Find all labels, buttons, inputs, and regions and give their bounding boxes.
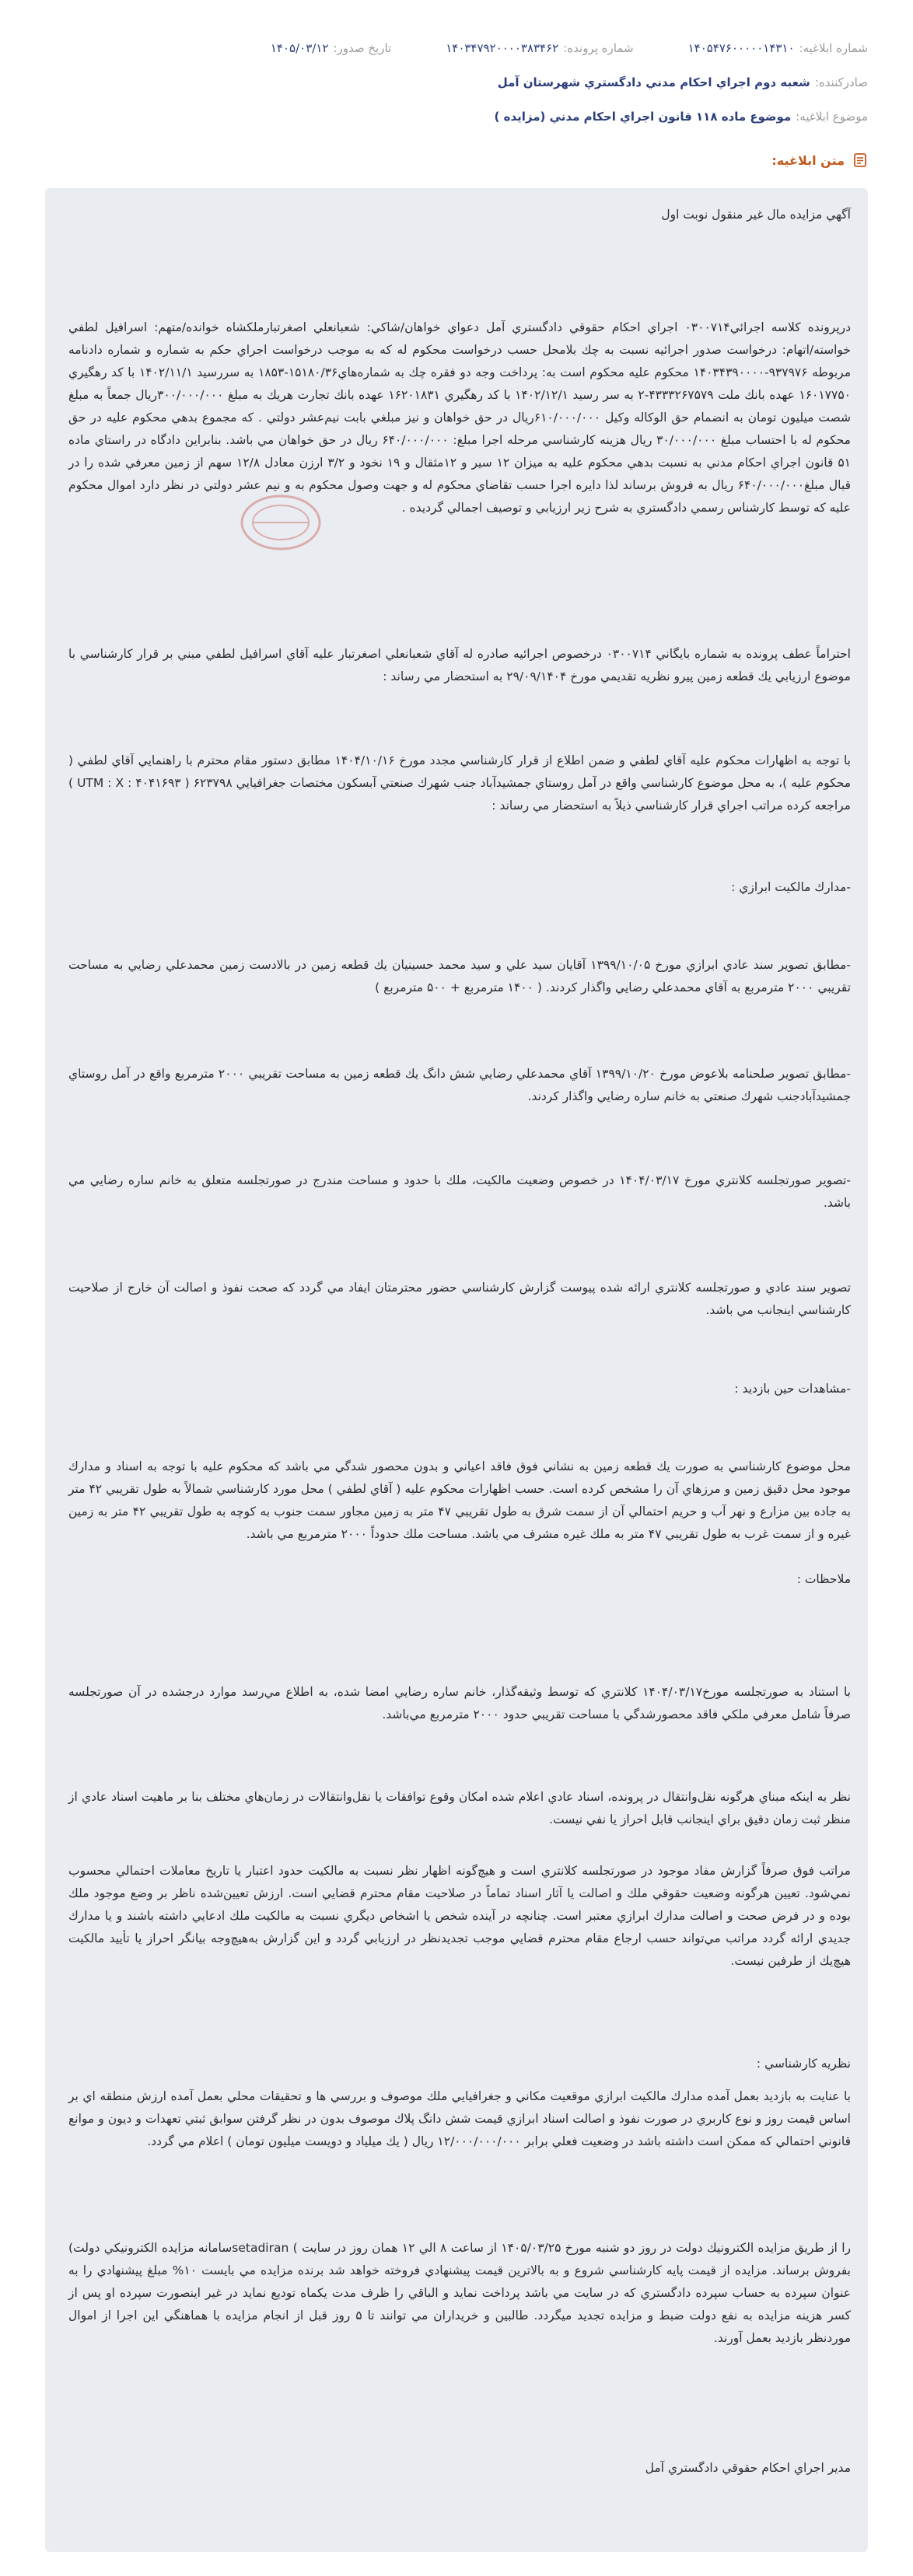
notice-number-field bbox=[688, 41, 868, 55]
issuer-label: صادرکننده: bbox=[814, 75, 868, 89]
notice-heading-label: متن ابلاغيه: bbox=[771, 152, 845, 168]
notice-paragraph: با توجه به اظهارات محكوم عليه آقاي لطفي و ضمن اطلاع از قرار كارشناسي مجدد مورخ ۱۴۰۴/۱۰/۱۶ مطابق دستور مقام محترم با راهنمايي آقاي لطفي ( محكوم عليه )، به محل موضوع كارشناسي واقع در آمل روستاي جمشيدآباد جنب شهرك صنعتي آبسكون مختصات جغرافيايي ۶۲۳۷۹۸ ( UTM : X : ۴۰۴۱۶۹۳ ) مراجعه كرده مراتب اجراي قرار كارشناسي ذيلاً به استحضار مي رساند : bbox=[68, 753, 851, 813]
case-number: ۱۴۰۳۴۷۹۲۰۰۰۰۳۸۳۴۶۲ bbox=[446, 41, 559, 55]
issue-date-label: تاريخ صدور: bbox=[333, 41, 392, 55]
case-number-label: شماره پرونده: bbox=[563, 41, 634, 55]
notice-signature: مدير اجراي احکام حقوقي دادگستري آمل bbox=[645, 2461, 851, 2475]
notice-title: آگهي مزايده مال غير منقول نوبت اول bbox=[661, 208, 851, 222]
notice-paragraph: -مطابق تصوير صلحنامه بلاعوض مورخ ۱۳۹۹/۱۰/۲۰ آقاي محمدعلي رضايي شش دانگ يك قطعه زمين به مساحت تقريبي ۲۰۰۰ مترمربع واقع در آمل روستاي جمشيدآبادجنب شهرك صنعتي به خانم ساره رضايي واگذار كردند. bbox=[68, 1067, 852, 1103]
header-row-1 bbox=[45, 31, 868, 65]
notice-body bbox=[45, 188, 868, 2552]
notice-paragraph: احتراماً عطف پرونده به شماره بايگاني ۰۳۰۰۷۱۴ درخصوص اجرائيه صادره له آقاي شعبانعلي اصغرتبار عليه آقاي اسرافيل لطفي مبني بر قرار كارشناسي با موضوع ارزيابي يك قطعه زمين پيرو نظريه تقديمي مورخ ۲۹/۰۹/۱۴۰۴ به استحضار مي رساند : bbox=[68, 647, 851, 683]
issue-date-field bbox=[271, 41, 391, 55]
notice-paragraph: -مطابق تصوير سند عادي ابرازي مورخ ۱۳۹۹/۱۰/۰۵ آقايان سيد علي و سيد محمد حسينيان يك قطعه زمين در بالادست زمين محمدعلي رضايي به مساحت تقريبي ۲۰۰۰ مترمربع به آقاي محمدعلي رضايي واگذار كردند. ( ۱۴۰۰ مترمربع + ۵۰۰ مترمربع ) bbox=[68, 958, 852, 994]
notice-paragraph: را از طريق مزايده الكترونيك دولت در روز دو شنبه مورخ ۱۴۰۵/۰۳/۲۵ از ساعت ۸ الي ۱۲ همان روز در سايت ) setadiranسامانه مزايده الكترونيكي دولت) بفروش برساند. مزايده از قيمت پايه كارشناسي شروع و به بالاترين قيمت پيشنهادي فروخته خواهد شد برنده مزايده مي بايست ۱۰% مبلغ پيشنهادي را به عنوان سپرده به حساب سپرده دادگستري كه در سايت مي باشد پرداخت نمايد و الباقي را ظرف مدت يكماه توديع نمايد در غير اينصورت سپرده او پس از كسر هزينه مزايده به نفع دولت ضبط و مزايده تجديد ميگردد. طالبين و خريداران مي توانند تا ۵ روز قبل از انجام مزايده با هماهنگي اين اجرا از اموال موردنظر بازديد بعمل آورند. bbox=[68, 2241, 851, 2345]
notice-paragraph: -تصوير صورتجلسه كلانتري مورخ ۱۴۰۴/۰۳/۱۷ در خصوص وضعيت مالكيت، ملك با حدود و مساحت مندرج در صورتجلسه متعلق به خانم ساره رضايي مي باشد. bbox=[68, 1173, 851, 1210]
issuer-name: شعبه دوم اجراي احکام مدني دادگستري شهرستان آمل bbox=[497, 75, 810, 89]
header-row-3 bbox=[45, 100, 868, 134]
issuer-field bbox=[498, 75, 868, 89]
notice-text-heading bbox=[771, 152, 868, 168]
notice-section-heading: -مدارك مالكيت ابرازي : bbox=[731, 880, 851, 894]
notice-paragraph: مراتب فوق صرفاً گزارش مفاد موجود در صورتجلسه كلانتري است و هيچ‌گونه اظهار نظر نسبت به مالكيت حدود اعتبار يا تاريخ معاملات احتمالي محسوب نمي‌شود. تعيين هرگونه وضعيت حقوقي ملك و اصالت يا آثار اسناد تماماً در صلاحيت مقام محترم قضايي است. ارزش تعيين‌شده ناظر بر وضع موجود ملك بوده و در فرض صحت و اصالت مدارك ابرازي معتبر است. چنانچه در آينده شخص يا اشخاص ديگري نسبت به مالكيت ملك ادعايي داشته باشند و يا مدارك جديدي ارائه گردد مراتب مي‌تواند حسب ارجاع مقام محترم قضايي موجب تجديدنظر در ارزيابي گردد و اين گزارش به‌هيچ‌وجه بيانگر احراز يا تأييد مالكيت هيچ‌يك از طرفين نيست. bbox=[68, 1864, 851, 1968]
document-icon bbox=[852, 152, 868, 168]
notice-paragraph: درپرونده كلاسه اجرائي۰۳۰۰۷۱۴ اجراي احکام حقوقي دادگستري آمل دعواي خواهان/شاکي: شعبانعلي اصغرتبارملکشاه خوانده/متهم: اسرافيل لطفي خواسته/اتهام: درخواست صدور اجرائيه نسبت به چك بلامحل حسب درخواست محکوم له كه به موجب درخواست اجراي حكم به شماره و شماره دادنامه مربوطه ۹۳۷۹۷۶-۱۴۰۳۴۳۹۰۰۰۰ محکوم عليه محکوم است به: پرداخت وجه دو فقره چك به شماره‌هاي۱۵۱۸۰/۳۶-۱۸۵۳ به سررسيد ۱۴۰۲/۱۱/۱ با كد رهگيري ۱۶۰۱۷۷۵۰ عهده بانك ملت ۴۳۳۳۲۶۷۵۷۹-۲ به سر رسيد ۱۴۰۲/۱۲/۱ با كد رهگيري ۱۶۲۰۱۸۳۱ عهده بانك تجارت هريك به مبلغ ۳۰۰/۰۰۰/۰۰۰ريال جمعاً به مبلغ شصت ميليون تومان به انضمام حق الوکاله وکيل ۶۱۰/۰۰۰/۰۰۰ريال در حق خواهان و نيز مبلغي بابت نيم‌عشر دولتي . كه مجموع بدهي محکوم عليه در حق محکوم له با احتساب مبلغ ۳۰/۰۰۰/۰۰۰ ريال هزينه كارشناسي مرحله اجرا مبلغ: ۶۴۰/۰۰۰/۰۰۰ ريال در حق خواهان مي باشد. بنابراين دادگاه در راستاي ماده ۵۱ قانون اجراي احكام مدني به نسبت بدهي محكوم عليه به ميزان ۱۲ سير و ۱۲مثقال و ۱۹ نخود و ۳/۲ ارزن معادل ۱۲/۸ سهم از زمين معرفي شده را در قبال مبلغ۶۴۰/۰۰۰/۰۰۰ ريال به فروش برساند لذا دايره اجرا حسب تقاضاي محکوم له و جهت وصول محكوم به و نيم عشر دولتي در نظر دارد اموال محکوم عليه که توسط کارشناس رسمي دادگستري به شرح زير ارزيابي و توصيف اجمالي گرديده . bbox=[68, 320, 852, 515]
subject-text: موضوع ماده ۱۱۸ قانون اجراي احکام مدني (مزايده ) bbox=[494, 110, 792, 124]
header-row-2 bbox=[45, 65, 868, 100]
issue-date: ۱۴۰۵/۰۳/۱۲ bbox=[270, 41, 329, 55]
notice-number-label: شماره ابلاغيه: bbox=[799, 41, 868, 55]
notice-paragraph: با استناد به صورتجلسه مورخ۱۴۰۴/۰۳/۱۷ كلانتري كه توسط وثيقه‌گذار، خانم ساره رضايي امضا شده، به اطلاع مي‌رسد موارد درجشده در آن صورتجلسه صرفاً شامل معرفي ملكي فاقد محصورشدگي با مساحت تقريبي حدود ۲۰۰۰ مترمربع مي‌باشد. bbox=[68, 1685, 851, 1721]
notice-paragraph: با عنايت به بازديد بعمل آمده مدارك مالكيت ابرازي موقعيت مكاني و جغرافيايي ملك موصوف و بررسي ها و تحقيقات محلي بعمل آمده ارزش منطقه اي بر اساس قيمت روز و نوع كاربري در صورت نفوذ و اصالت اسناد ابرازي قيمت شش دانگ پلاك موصوف بدون در نظر گرفتن سوابق ثبتي تعهدات و ديون و موانع قانوني احتمالي كه ممكن است داشته باشد در وضعيت فعلي برابر ۱۲/۰۰۰/۰۰۰/۰۰۰ ريال ( يك ميلياد و دويست ميليون تومان ) اعلام مي گردد. bbox=[68, 2089, 851, 2148]
notice-header bbox=[45, 31, 868, 134]
subject-label: موضوع ابلاغيه: bbox=[796, 110, 868, 124]
notice-paragraph: تصوير سند عادي و صورتجلسه كلانتري ارائه شده پيوست گزارش كارشناسي حضور محترمتان ايفاد مي گردد كه صحت نفوذ و اصالت آن خارج از صلاحيت كارشناسي اينجانب مي باشد. bbox=[68, 1281, 851, 1317]
notice-paragraph: محل موضوع كارشناسي به صورت يك قطعه زمين به نشاني فوق فاقد اعياني و بدون محصور شدگي مي باشد كه محكوم عليه با توجه به اسناد و مدارك موجود محل دقيق زمين و مرزهاي آن را مشخص كرده است. حسب اظهارات محكوم عليه ( آقاي لطفي ) محل مورد كارشناسي شمالاً به طول تقريبي ۴۲ متر به جاده بين مزارع و نهر آب و حريم احتمالي آن از سمت شرق به طول تقريبي ۴۷ متر به زمين مجاور سمت جنوب به كوچه به طول تقريبي ۴۲ متر به زمين غيره و از سمت غرب به طول تقريبي ۴۷ متر به ملك غيره مشرف مي باشد. مساحت ملك حدوداً ۲۰۰۰ مترمربع مي باشد. bbox=[68, 1459, 851, 1541]
case-number-field bbox=[446, 41, 633, 55]
notice-section-heading: ملاحظات : bbox=[796, 1572, 851, 1586]
notice-section-heading: نظريه كارشناسي : bbox=[756, 2057, 851, 2071]
subject-field bbox=[495, 110, 868, 124]
notice-section-heading: -مشاهدات حين بازديد : bbox=[734, 1382, 851, 1396]
notice-number: ۱۴۰۵۴۷۶۰۰۰۰۰۱۴۳۱۰ bbox=[687, 41, 795, 55]
notice-paragraph: نظر به اينكه مبناي هرگونه نقل‌وانتقال در پرونده، اسناد عادي اعلام شده امكان وقوع توافقات يا نقل‌وانتقالات در زمان‌هاي مختلف بنا بر ماهيت اسناد عادي از منظر ثبت زمان دقيق براي اينجانب قابل احراز يا نفي نيست. bbox=[68, 1790, 851, 1826]
